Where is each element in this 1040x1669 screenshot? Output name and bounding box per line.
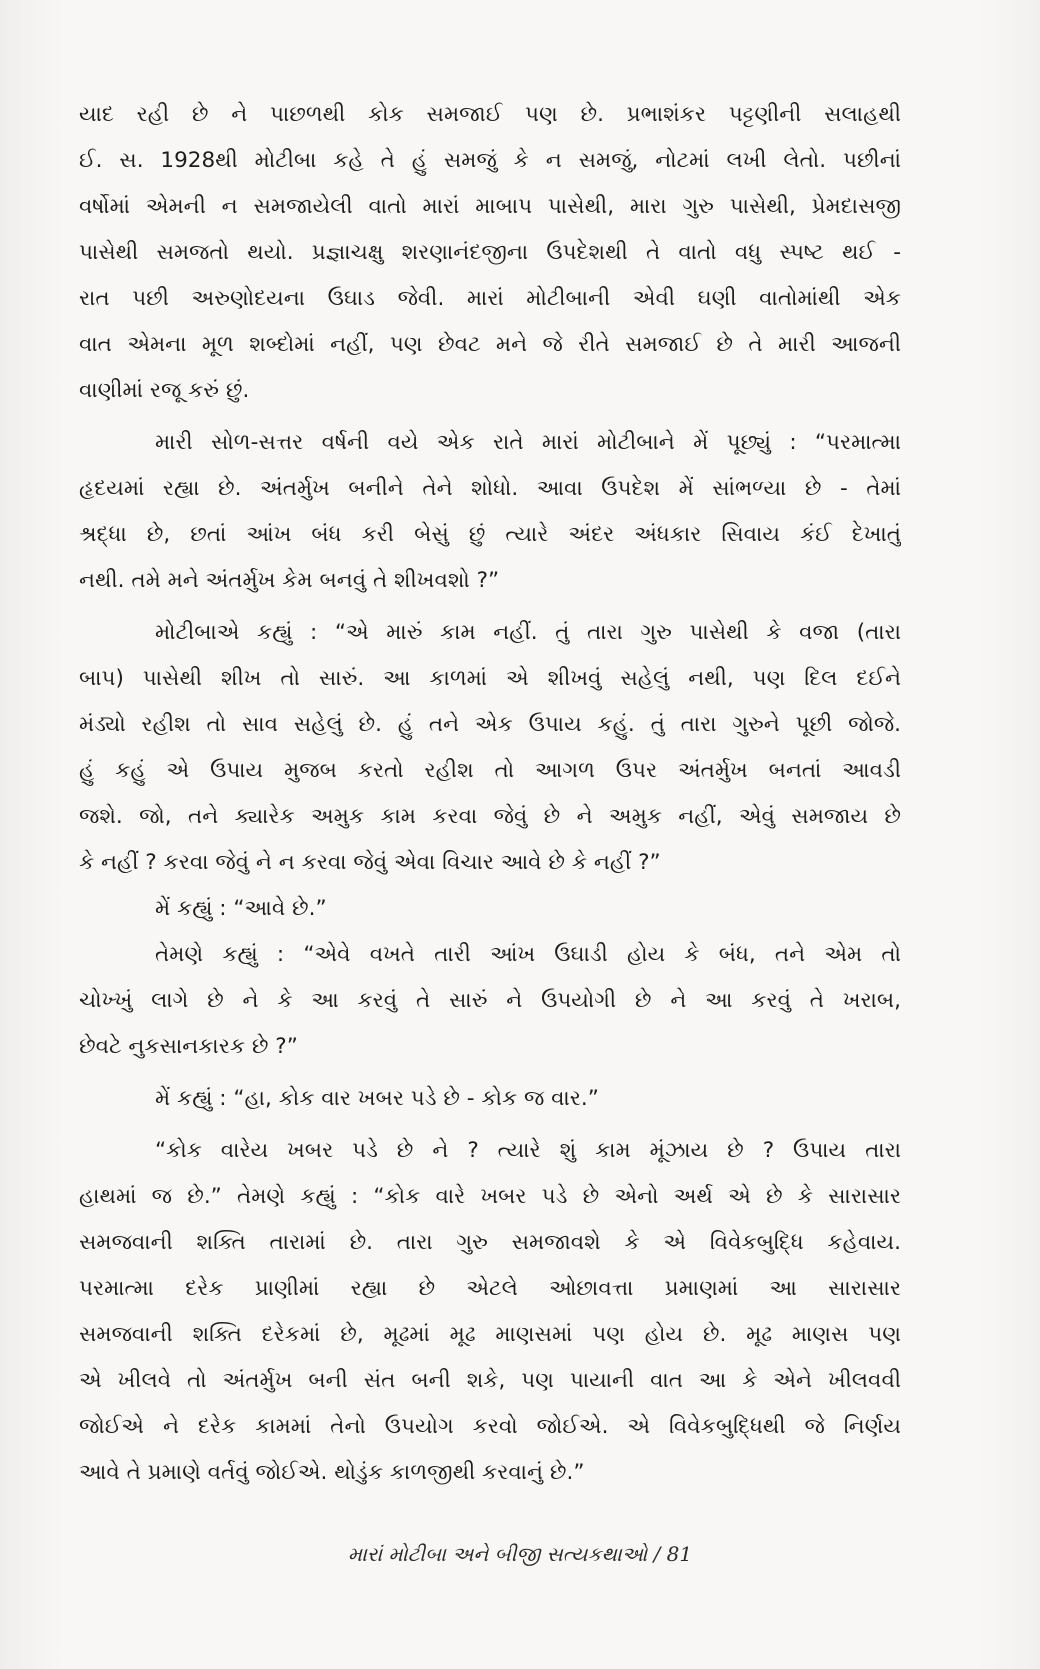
- text-line: વાત એમના મૂળ શબ્દોમાં નહીં, પણ છેવટ મને જે રીતે સમજાઈ છે તે મારી આજની: [79, 332, 901, 357]
- text-line: યાદ રહી છે ને પાછળથી કોક સમજાઈ પણ છે. પ્રભાશંકર પટ્ટણીની સલાહથી: [79, 102, 901, 127]
- text-line: વાણીમાં રજૂ કરું છું.: [79, 378, 250, 403]
- text-line: જશે. જો, તને ક્યારેક અમુક કામ કરવા જેવું છે ને અમુક નહીં, એવું સમજાય છે: [79, 804, 901, 829]
- text-line: સમજવાની શક્તિ દરેકમાં છે, મૂઢમાં મૂઢ માણસમાં પણ હોય છે. મૂઢ માણસ પણ: [79, 1322, 901, 1347]
- text-line: મારી સોળ-સત્તર વર્ષની વયે એક રાતે મારાં મોટીબાને મેં પૂછ્યું : “પરમાત્મા: [155, 430, 901, 455]
- text-line: બાપ) પાસેથી શીખ તો સારું. આ કાળમાં એ શીખવું સહેલું નથી, પણ દિલ દઈને: [79, 666, 901, 691]
- text-line: છેવટે નુકસાનકારક છે ?”: [79, 1034, 298, 1059]
- text-line: જોઈએ ને દરેક કામમાં તેનો ઉપયોગ કરવો જોઈએ. એ વિવેકબુદ્ધિથી જે નિર્ણય: [79, 1414, 901, 1439]
- page-body-text: [79, 92, 901, 1496]
- text-line: મોટીબાએ કહ્યું : “એ મારું કામ નહીં. તું તારા ગુરુ પાસેથી કે વજા (તારા: [155, 620, 901, 645]
- text-line: પાસેથી સમજતો થયો. પ્રજ્ઞાચક્ષુ શરણાનંદજીના ઉપદેશથી તે વાતો વધુ સ્પષ્ટ થઈ -: [79, 240, 901, 265]
- text-line: આવે તે પ્રમાણે વર્તવું જોઈએ. થોડુંક કાળજીથી કરવાનું છે.”: [79, 1460, 585, 1485]
- text-line: હું કહું એ ઉપાય મુજબ કરતો રહીશ તો આગળ ઉપર અંતર્મુખ બનતાં આવડી: [79, 758, 901, 783]
- text-line: મંડ્યો રહીશ તો સાવ સહેલું છે. હું તને એક ઉપાય કહું. તું તારા ગુરુને પૂછી જોજે.: [79, 712, 901, 737]
- text-line: હાથમાં જ છે.” તેમણે કહ્યું : “કોક વારે ખબર પડે છે એનો અર્થ એ છે કે સારાસાર: [79, 1184, 901, 1209]
- text-line: પરમાત્મા દરેક પ્રાણીમાં રહ્યા છે એટલે ઓછાવત્તા પ્રમાણમાં આ સારાસાર: [79, 1276, 901, 1301]
- text-line: નથી. તમે મને અંતર્મુખ કેમ બનવું તે શીખવશો ?”: [79, 568, 500, 593]
- text-line: “કોક વારેય ખબર પડે છે ને ? ત્યારે શું કામ મૂંઝાય છે ? ઉપાય તારા: [155, 1138, 901, 1163]
- text-line: કે નહીં ? કરવા જેવું ને ન કરવા જેવું એવા વિચાર આવે છે કે નહીં ?”: [79, 850, 661, 875]
- text-line: ચોખ્ખું લાગે છે ને કે આ કરવું તે સારું ને ઉપયોગી છે ને આ કરવું તે ખરાબ,: [79, 988, 901, 1013]
- text-line: એ ખીલવે તો અંતર્મુખ બની સંત બની શકે, પણ પાયાની વાત આ કે એને ખીલવવી: [79, 1368, 901, 1393]
- text-line: મેં કહ્યું : “આવે છે.”: [155, 896, 327, 921]
- text-line: સમજવાની શક્તિ તારામાં છે. તારા ગુરુ સમજાવશે કે એ વિવેકબુદ્ધિ કહેવાય.: [79, 1230, 901, 1255]
- text-line: હૃદયમાં રહ્યા છે. અંતર્મુખ બનીને તેને શોધો. આવા ઉપદેશ મેં સાંભળ્યા છે - તેમાં: [79, 476, 901, 501]
- text-line: શ્રદ્ધા છે, છતાં આંખ બંધ કરી બેસું છું ત્યારે અંદર અંધકાર સિવાય કંઈ દેખાતું: [79, 522, 901, 547]
- text-line: મેં કહ્યું : “હા, કોક વાર ખબર પડે છે - કોક જ વાર.”: [155, 1086, 599, 1111]
- page-footer: મારાં મોટીબા અને બીજી સત્યકથાઓ / 81: [347, 1542, 693, 1566]
- text-line: રાત પછી અરુણોદયના ઉઘાડ જેવી. મારાં મોટીબાની એવી ઘણી વાતોમાંથી એક: [79, 286, 901, 311]
- text-line: ઈ. સ. 1928થી મોટીબા કહે તે હું સમજું કે ન સમજું, નોટમાં લખી લેતો. પછીનાં: [79, 148, 901, 173]
- text-line: વર્ષોમાં એમની ન સમજાયેલી વાતો મારાં માબાપ પાસેથી, મારા ગુરુ પાસેથી, પ્રેમદાસજી: [79, 194, 901, 219]
- text-line: તેમણે કહ્યું : “એવે વખતે તારી આંખ ઉઘાડી હોય કે બંધ, તને એમ તો: [155, 942, 901, 967]
